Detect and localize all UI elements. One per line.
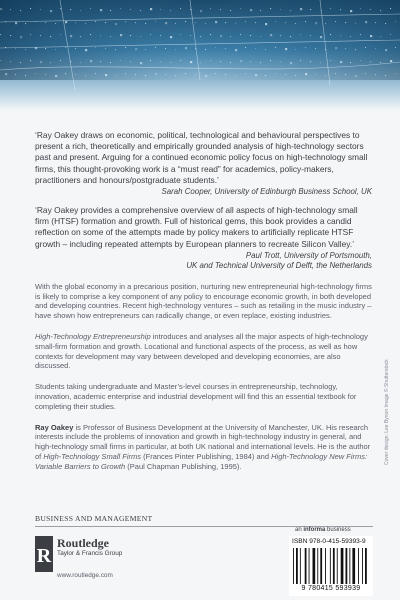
book-overview-text: introduces and analyses all the major aspects of high-technology small-firm formation and growth. Locational and functional aspects of the process, as well as how contexts for development may vary between developed and developing economies, are also discussed. [35,332,368,371]
barcode-number: 9 780415 593939 [301,585,361,592]
cover-text [35,130,372,472]
barcode-icon [293,548,369,586]
barcode-panel [289,536,373,596]
publisher-name: Routledge [57,536,109,550]
author-bio-text-2: (Frances Pinter Publishing, 1984) and [141,451,272,461]
author-book-2: High-Technology New Firms: Variable Barriers to Growth [35,451,368,471]
informa-suffix: business [325,527,351,533]
routledge-mark-icon [35,536,53,572]
book-title: High-Technology Entrepreneurship [35,332,151,342]
quote-cooper: ‘Ray Oakey draws on economic, political, technological and behavioural perspectives to present a rich, theoretically and empirically grounded analysis of high-technology sectors past and present. Arguing for a continued economic policy focus on high-technology small firms, this thought-provoking work is a “must read” for academics, policy-makers, practitioners and honours/postgraduate students.’ [35,130,368,185]
cover-header-graphic [0,0,400,110]
informa-brand: informa [303,527,326,533]
author-name: Ray Oakey [35,422,74,432]
author-bio-text: is Professor of Business Development at the University of Manchester, UK. His research interests include the problems of innovation and growth in high-technology industry in general, and high-technology small firms in particular, at both UK national and international levels. He is the author of [35,422,371,461]
paragraph-audience: Students taking undergraduate and Master’s-level courses in entrepreneurship, technology, innovation, academic enterprise and industrial development will find this an essential textbook for completing their studies. [35,382,357,411]
quote-trott: ‘Ray Oakey provides a comprehensive overview of all aspects of high-technology small firm (HTSF) formation and growth. Full of historical gems, this book provides a candid reflection on some of the attempts made by policy makers to artificially replicate HTSF growth – including repeated attempts by European planners to recreate Silicon Valley.’ [35,205,358,249]
quote-cooper-attribution: Sarah Cooper, University of Edinburgh Business School, UK [161,187,372,197]
routledge-mark-letter: R [36,545,52,567]
isbn-label: ISBN 978-0-415-59393-9 [292,538,366,545]
paragraph-global-economy: With the global economy in a precarious position, nurturing new entrepreneurial high-technology firms is likely to comprise a key component of any policy to encourage economic growth, in both developed and developing countries. Recent high-technology ventures – such as retailing in the music industry – have shown how entrepreneurs can radically change, or even replace, existing industries. [35,281,372,321]
publisher-url: www.routledge.com [57,572,113,579]
author-book-1: High-Technology Small Firms [43,451,142,461]
publisher-group: Taylor & Francis Group [57,550,123,557]
quote-trott-attribution [35,251,372,271]
cover-credit-text: Cover design: Lee Bynon Image © Shutterstock [384,359,390,465]
cover-credit [384,359,394,465]
author-bio-text-3: (Paul Chapman Publishing, 1995). [125,461,242,471]
informa-prefix: an [295,527,304,533]
routledge-logo [35,534,155,584]
quote-trott-attribution-line2: UK and Technical University of Delft, the Netherlands [186,260,372,270]
informa-business-label [295,527,351,533]
paragraph-author-bio [35,423,372,472]
category-label: BUSINESS AND MANAGEMENT [35,514,153,523]
paragraph-book-overview [35,332,372,371]
quote-trott-attribution-line1: Paul Trott, University of Portsmouth, [245,250,372,260]
